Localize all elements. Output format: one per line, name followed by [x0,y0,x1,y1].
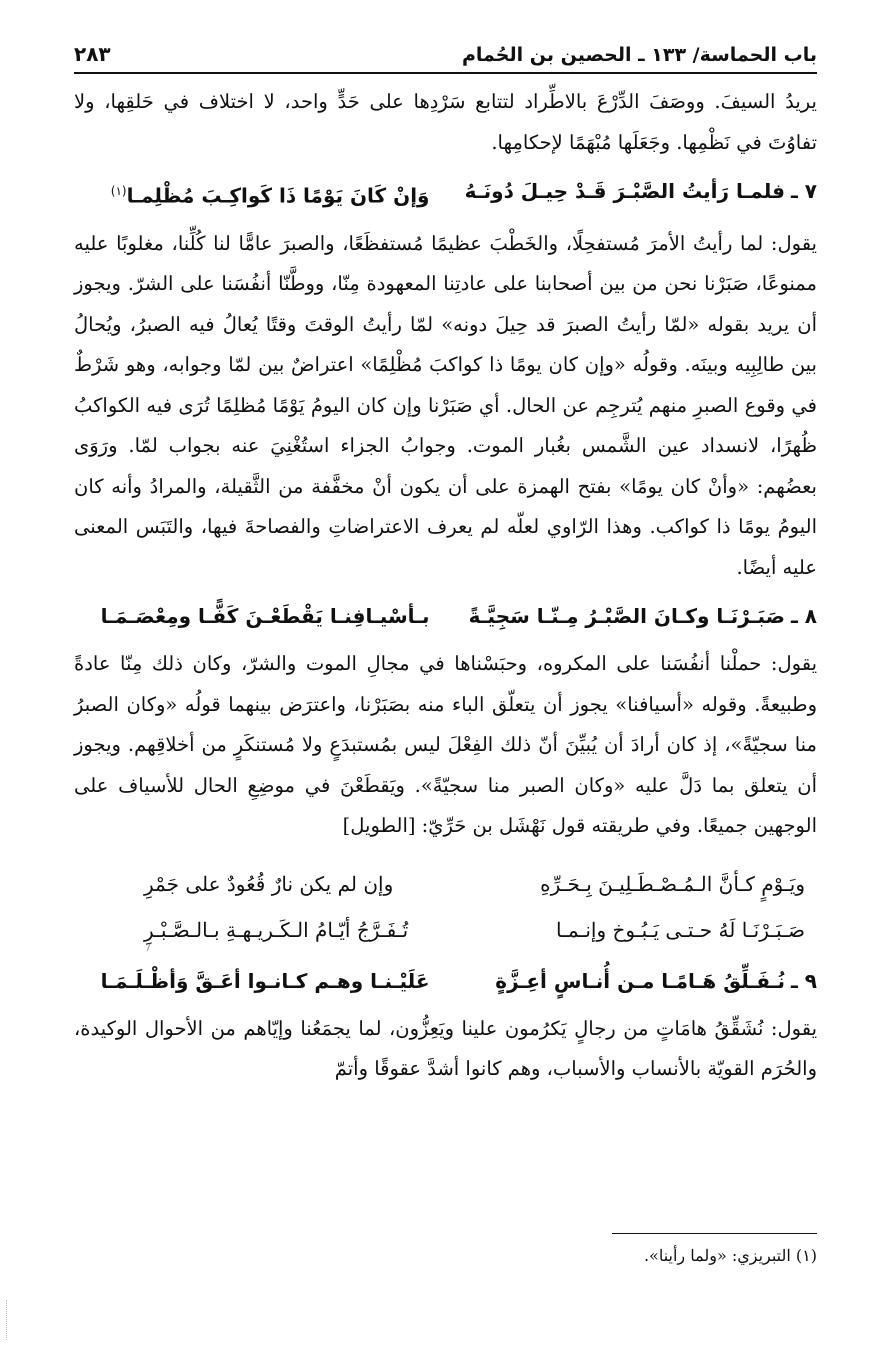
verse-8-number: ٨ ـ [790,604,817,629]
quoted-poem-line-1-b: وإن لم يكن نارٌ قُعُودٌ على جَمْرِ [144,871,394,896]
verse-7-number: ٧ ـ [790,179,817,203]
quoted-poem-line-1 [74,861,817,907]
verse-8 [74,596,817,636]
quoted-poem-line-2 [74,907,817,953]
quoted-poem [74,861,817,953]
verse-9-number: ٩ ـ [790,968,817,993]
verse-7 [74,171,817,216]
footnote: (١) التبريزي: «ولما رأينا». [643,1246,817,1265]
quoted-poem-line-2-a: صَـبَـرْنَـا لَهُ حـتـى يَـبُـوخ وإنـمـا [555,917,805,942]
running-header [74,38,817,74]
paragraph-3: يقول: حملْنا أنفُسَنا على المكروه، وحبَسْناها في مجالِ الموت والشرّ، وكان ذلك مِنّا عادةً وطبيعةً. وقوله «أسيافنا» يجوز أن يتعلّق الباء منه بصَبَرْنا، واعترَض بينهما قولُه «وكان الصبرُ منا سجيّةً»، إذ كان أرادَ أن يُبيِّنَ أنّ ذلك الفِعْلَ ليس بمُستبدَعٍ ولا مُستنكَرٍ من أخلاقِهم. ويجوز أن يتعلق بما دَلَّ عليه «وكان الصبر منا سجيّةً». ويَقطَعْنَ في موضِعِ الحال للأسياف على الوجهين جميعًا. وفي طريقته قول نَهْشَل بن حَرِّيّ: [الطويل] [74,652,817,838]
page-number: ٢٨٣ [74,42,111,66]
verse-9-first-hemistich: نُـفَـلِّقُ هَـامًـا مـن أُنـاسٍ أعِـزَّةٍ [495,968,785,993]
verse-8-first-hemistich: صَبَـرْنَـا وكـانَ الصَّبْـرُ مِـنّـا سَجِيَّـةً [468,604,785,629]
verse-8-second-hemistich: بـأسْيـافِنـا يَقْطَعْـنَ كَفًّـا ومِعْصَـمَـا [100,604,430,629]
verse-9-second-hemistich: عَلَيْـنـا وهـم كـانـوا أعَـقَّ وَأظْـلَـمَـا [100,968,430,993]
scan-margin-marks [6,1300,9,1340]
quoted-poem-line-2-b: تُـفَـرَّجُ أيّـامُ الـكَـريـهـةِ بـالـصَّـبْـرِ [144,917,409,942]
verse-7-second-hemistich-wrap [74,171,429,216]
verse-7-second-hemistich: وَإنْ كَانَ يَوْمًا ذَا كَواكِـبَ مُظْلِمـا [126,183,430,208]
verse-7-first-hemistich: فلمـا رَأيتُ الصَّبْـرَ قَـدْ حِيـلَ دُونَـهُ [464,179,785,203]
header-title: باب الحماسة/ ١٣٣ ـ الحصين بن الحُمام [462,44,817,66]
footnote-marker: (١) [110,184,127,198]
paragraph-1: يريدُ السيفَ. ووصَفَ الدِّرْعَ بالاطِّراد لتتابع سَرْدِها على حَدٍّ واحد، لا اختلاف في حَلقِها، ولا تفاوُتَ في نَظْمِها. وجَعَلَها مُبْهَمًا لإحكامِها. [74,90,817,154]
main-text [74,82,817,1090]
paragraph-2: يقول: لما رأيتُ الأمرَ مُستفحِلًا، والخَطْبَ عظيمًا مُستفظَعًا، والصبرَ عامًّا لنا كُلِّنا، مغلوبًا عليه ممنوعًا، صَبَرْنا نحن من بين أصحابنا على عادتِنا المعهودة مِنّا، ووطَّنّا أنفُسَنا على الشرّ. ويجوز أن يريد بقوله «لمّا رأيتُ الصبرَ قد حِيلَ دونه» لمّا رأيتُ الوقتَ وقتًا يُعالُ فيه الصبرُ، ويُحالُ بين طالِبِيه وبينَه. وقولُه «وإن كان يومًا ذا كواكبَ مُظْلِمًا» اعتراضٌ بين لمّا وجوابه، وهو شَرْطٌ في وقوع الصبرِ منهم يُترجِم عن الحال. أي صَبَرْنا وإن كان اليومُ يَوْمًا مُظلِمًا تُرَى فيه الكواكبُ ظُهرًا، لانسداد عين الشَّمس بغُبار الموت. وجوابُ الجزاء استُغْنِيَ عنه بجواب لمّا. ورَوَى بعضُهم: «وأنْ كان يومًا» بفتح الهمزة على أن يكون أنْ مخفَّفة من الثَّقيلة، والمرادُ وأنه كان اليومُ يومًا ذا كواكب. وهذا الرّاوي لعلّه لم يعرف الاعتراضاتِ والفصاحةَ فيها، والتَبَس المعنى عليه أيضًا. [74,231,817,579]
paragraph-4: يقول: نُشَقِّقُ هامَاتٍ من رجالٍ يَكرُمون علينا ويَعِزُّون، لما يجمَعُنا وإيّاهم من الأحوال الوكيدة، والحُرَم القويّة بالأنساب والأسباب، وهم كانوا أشدَّ عقوقًا وأتمّ [74,1016,817,1081]
footnote-rule [612,1233,817,1234]
quoted-poem-line-1-a: ويَـوْمٍ كـأنَّ الـمُـصْـطَـلِيـنَ بِـحَـرِّهِ [540,871,805,896]
verse-9 [74,961,817,1001]
